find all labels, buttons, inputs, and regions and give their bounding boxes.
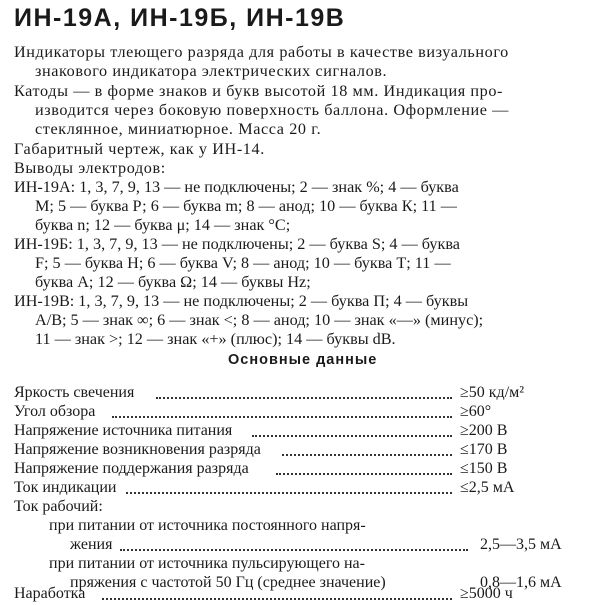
spec-label: пряжения с частотой 50 Гц (среднее значение)	[70, 574, 386, 591]
spec-label: Угол обзора	[14, 403, 96, 420]
spec-label: Яркость свечения	[14, 384, 135, 401]
document-title: ИН-19А, ИН-19Б, ИН-19В	[14, 4, 346, 32]
leader-dots	[282, 454, 452, 456]
spec-label: Напряжение поддержания разряда	[14, 460, 249, 477]
spec-value: ≥5000 ч	[460, 585, 513, 602]
spec-label: Наработка	[14, 585, 86, 602]
spec-label: Ток рабочий:	[14, 498, 103, 515]
leader-dots	[276, 473, 452, 475]
leader-dots	[120, 549, 468, 551]
spec-value: 2,5—3,5 мА	[480, 536, 562, 553]
text-line: Катоды — в форме знаков и букв высотой 18 мм. Индикация про-	[14, 82, 504, 100]
spec-value: ≥50 кд/м²	[460, 384, 525, 401]
leader-dots	[126, 492, 452, 494]
pinout-line: ИН-19А: 1, 3, 7, 9, 13 — не подключены; 2 — знак %; 4 — буква	[14, 178, 459, 196]
spec-value: 0,8—1,6 мА	[480, 574, 562, 591]
spec-label: при питании от источника постоянного напря-	[49, 517, 366, 534]
pinout-line: М; 5 — буква Р; 6 — буква m; 8 — анод; 10 — буква К; 11 —	[35, 197, 457, 215]
pinout-line: буква А; 12 — буква Ω; 14 — буквы Hz;	[35, 273, 311, 291]
text-line: изводится через боковую поверхность баллона. Оформление —	[35, 101, 509, 119]
pinout-line: 11 — знак >; 12 — знак «+» (плюс); 14 — буквы dB.	[35, 330, 396, 348]
spec-value: ≤170 В	[460, 441, 508, 458]
pinout-line: F; 5 — буква Н; 6 — буква V; 8 — анод; 10 — буква Т; 11 —	[35, 254, 451, 272]
pinout-line: буква n; 12 — буква μ; 14 — знак °С;	[35, 216, 291, 234]
spec-value: ≥200 В	[460, 422, 508, 439]
text-line: Индикаторы тлеющего разряда для работы в качестве визуального	[14, 43, 509, 61]
section-heading: Основные данные	[228, 352, 378, 368]
spec-label: жения	[70, 536, 113, 553]
spec-label: при питании от источника пульсирующего на-	[49, 555, 365, 572]
text-line: Габаритный чертеж, как у ИН-14.	[14, 140, 265, 158]
text-line: знакового индикатора электрических сигналов.	[35, 62, 388, 80]
leader-dots	[102, 598, 452, 600]
text-line: Выводы электродов:	[14, 159, 166, 177]
pinout-line: А/В; 5 — знак ∞; 6 — знак <; 8 — анод; 10 — знак «—» (минус);	[35, 311, 484, 329]
leader-dots	[252, 435, 452, 437]
spec-label: Ток индикации	[14, 479, 117, 496]
leader-dots	[156, 397, 452, 399]
spec-value: ≤150 В	[460, 460, 508, 477]
pinout-line: ИН-19В: 1, 3, 7, 9, 13 — не подключены; 2 — буква П; 4 — буквы	[14, 292, 469, 310]
spec-label: Напряжение возникновения разряда	[14, 441, 261, 458]
spec-label: Напряжение источника питания	[14, 422, 233, 439]
leader-dots	[112, 416, 452, 418]
text-line: стеклянное, миниатюрное. Масса 20 г.	[35, 120, 322, 138]
pinout-line: ИН-19Б: 1, 3, 7, 9, 13 — не подключены; 2 — буква S; 4 — буква	[14, 235, 460, 253]
spec-value: ≥60°	[460, 403, 492, 420]
spec-value: ≤2,5 мА	[460, 479, 515, 496]
